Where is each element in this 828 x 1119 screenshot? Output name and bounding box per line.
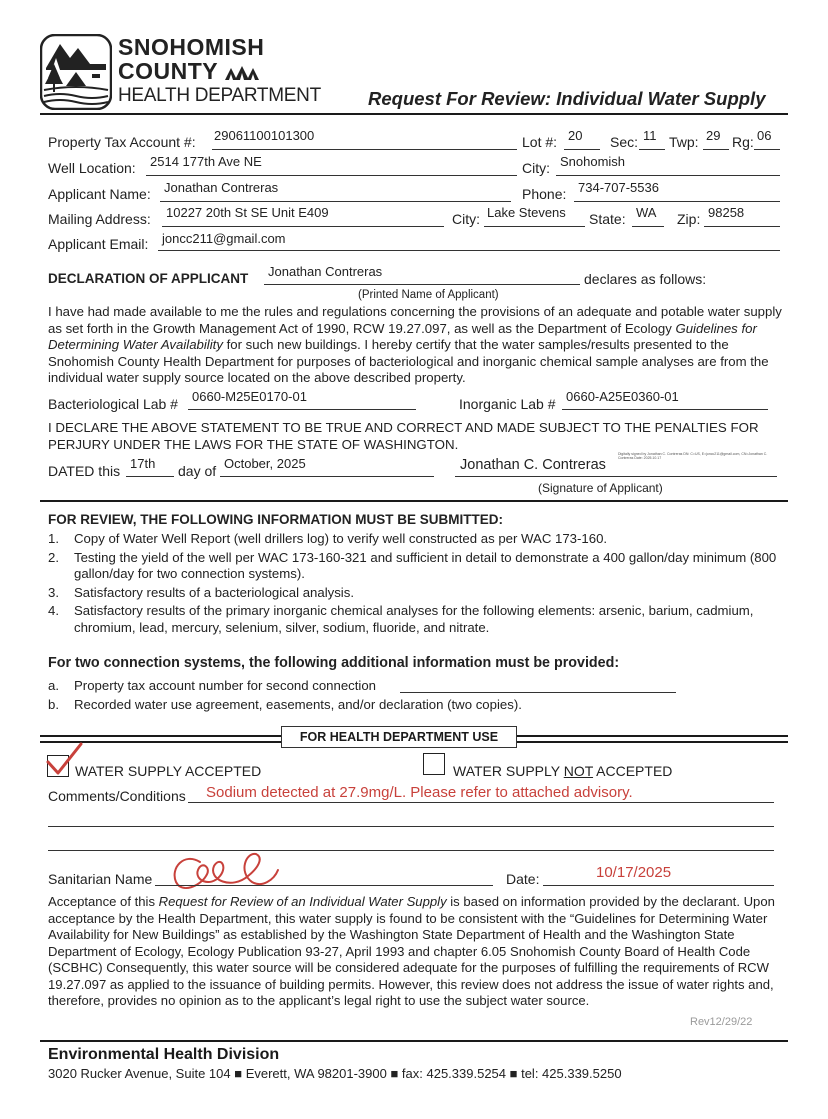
dated-day-value[interactable]: 17th	[130, 456, 156, 471]
declaration-name-line	[264, 284, 580, 285]
applicant-name-line	[160, 201, 511, 202]
dated-month-line	[220, 476, 434, 477]
two-connection-item-num: a.	[48, 678, 59, 693]
property-tax-value[interactable]: 29061100101300	[214, 128, 315, 143]
signature-caption: (Signature of Applicant)	[538, 481, 663, 495]
day-of-label: day of	[178, 463, 217, 479]
rg-line	[754, 149, 780, 150]
zip-label: Zip:	[677, 211, 701, 227]
declaration-name-value[interactable]: Jonathan Contreras	[268, 264, 383, 279]
property-tax-line	[212, 149, 517, 150]
review-item-text: Satisfactory results of a bacteriological analysis.	[74, 584, 354, 600]
org-name-line1: SNOHOMISH	[118, 34, 265, 60]
city-label: City:	[522, 160, 550, 176]
dated-day-line	[126, 476, 174, 477]
printed-name-caption: (Printed Name of Applicant)	[358, 289, 499, 301]
mail-city-value[interactable]: Lake Stevens	[487, 205, 566, 220]
sec-label: Sec:	[610, 134, 639, 150]
org-county-text: COUNTY	[118, 58, 218, 84]
county-logo-icon	[40, 34, 112, 110]
city-value[interactable]: Snohomish	[560, 154, 626, 169]
health-dept-box: FOR HEALTH DEPARTMENT USE	[281, 726, 517, 748]
mailing-address-label: Mailing Address:	[48, 211, 151, 227]
not-accepted-checkbox[interactable]	[423, 753, 445, 775]
sanitarian-signature-icon	[162, 846, 282, 896]
rg-label: Rg:	[732, 134, 754, 150]
two-connection-item-text: Property tax account number for second connection	[74, 678, 377, 693]
form-title: Request For Review: Individual Water Supply	[368, 88, 766, 109]
dated-label: DATED this	[48, 463, 121, 479]
signature-line	[455, 476, 777, 477]
date-line	[543, 885, 774, 886]
footer-address: 3020 Rucker Avenue, Suite 104 ■ Everett, WA 98201-3900 ■ fax: 425.339.5254 ■ tel: 425.339.5250	[48, 1066, 622, 1081]
review-item-num: 2.	[48, 549, 59, 565]
declaration-body	[48, 304, 788, 387]
applicant-name-label: Applicant Name:	[48, 186, 151, 202]
comments-line-2	[48, 826, 774, 827]
comments-value[interactable]: Sodium detected at 27.9mg/L. Please refer to attached advisory.	[206, 784, 633, 801]
declaration-body-part2: for such new buildings. I hereby certify that the water samples/results presented to the Snohomish County Health Department for purposes of bacteriological and inorganic chemical sample analyses are from the individual water supply source located on the above described property.	[48, 337, 769, 385]
well-location-label: Well Location:	[48, 160, 136, 176]
sanitarian-line	[155, 885, 493, 886]
phone-label: Phone:	[522, 186, 567, 202]
twp-label: Twp:	[669, 134, 699, 150]
review-item	[48, 603, 788, 636]
bact-lab-line	[188, 409, 416, 410]
state-line	[632, 226, 664, 227]
well-location-value[interactable]: 2514 177th Ave NE	[150, 154, 262, 169]
org-name-line3: HEALTH DEPARTMENT	[118, 85, 321, 106]
mail-city-label: City:	[452, 211, 480, 227]
signature-fineprint: Digitally signed by Jonathan C. Contreras DN: C=US, E=joncc211@gmail.com, CN=Jonathan C. Contreras Date: 2025.10.17	[618, 452, 768, 460]
phone-line	[574, 201, 780, 202]
declaration-label: DECLARATION OF APPLICANT	[48, 271, 249, 286]
declaration-body-part1: I have had made available to me the rules and regulations concerning the provisions of an adequate and potable water supply as set forth in the Growth Management Act of 1990, RCW 19.27.097, as well as the Department of Ecology	[48, 304, 782, 336]
org-name	[118, 36, 321, 105]
bact-lab-value[interactable]: 0660-M25E0170-01	[192, 389, 307, 404]
state-label: State:	[589, 211, 626, 227]
two-connection-heading: For two connection systems, the following additional information must be provided:	[48, 655, 620, 671]
inorg-lab-line	[562, 409, 768, 410]
email-value[interactable]: joncc211@gmail.com	[162, 231, 286, 246]
lot-value[interactable]: 20	[568, 128, 583, 143]
declaration-body-italic: Guidelines for Determining Water Availability	[48, 320, 757, 352]
sanitarian-label: Sanitarian Name	[48, 871, 153, 887]
mailing-address-value[interactable]: 10227 20th St SE Unit E409	[166, 205, 329, 220]
two-connection-item-text: Recorded water use agreement, easements, and/or declaration (two copies).	[74, 696, 522, 712]
org-name-line2	[118, 60, 321, 83]
not-accepted-pre: WATER SUPPLY	[453, 763, 564, 779]
comments-line-3	[48, 850, 774, 851]
accepted-label: WATER SUPPLY ACCEPTED	[75, 763, 262, 779]
not-accepted-not: NOT	[563, 763, 594, 779]
header-rule	[40, 113, 788, 115]
mountains-icon	[225, 64, 259, 80]
inorg-lab-label: Inorganic Lab #	[459, 396, 556, 412]
state-value[interactable]: WA	[636, 205, 657, 220]
review-item	[48, 585, 788, 602]
acceptance-text	[48, 894, 788, 1010]
dated-month-value[interactable]: October, 2025	[224, 456, 306, 471]
declaration-suffix: declares as follows:	[584, 271, 707, 287]
comments-label: Comments/Conditions	[48, 788, 186, 804]
sec-value[interactable]: 11	[643, 128, 657, 143]
footer-rule	[40, 1040, 788, 1042]
mail-city-line	[484, 226, 585, 227]
twp-line	[703, 149, 729, 150]
not-accepted-label	[453, 763, 672, 779]
signature-value[interactable]: Jonathan C. Contreras	[460, 457, 606, 473]
review-item-text: Satisfactory results of the primary inorganic chemical analyses for the following elements: arsenic, barium, cadmium, chromium, lead, mercury, selenium, silver, sodium, fluoride, and nitrate.	[74, 603, 754, 635]
review-heading: FOR REVIEW, THE FOLLOWING INFORMATION MUST BE SUBMITTED:	[48, 512, 503, 527]
two-connection-list	[48, 678, 788, 715]
acceptance-part1: Acceptance of this	[48, 894, 159, 909]
review-item-text: Testing the yield of the well per WAC 173-160-321 and sufficient in detail to demonstrate a 400 gallon/day minimum (800 gallon/day for two connection systems).	[74, 549, 777, 581]
second-connection-line	[400, 692, 676, 693]
comments-line-1	[188, 802, 774, 803]
zip-line	[704, 226, 780, 227]
lot-line	[564, 149, 600, 150]
mailing-address-line	[162, 226, 444, 227]
email-line	[158, 250, 780, 251]
two-connection-item	[48, 697, 788, 714]
inorg-lab-value[interactable]: 0660-A25E0360-01	[566, 389, 679, 404]
sec-line	[639, 149, 665, 150]
review-item-num: 3.	[48, 584, 59, 600]
rg-value[interactable]: 06	[757, 128, 772, 143]
perjury-statement: I DECLARE THE ABOVE STATEMENT TO BE TRUE AND CORRECT AND MADE SUBJECT TO THE PENALTIES FOR PERJURY UNDER THE LAWS FOR THE STATE OF WASHINGTON.	[48, 420, 759, 452]
zip-value[interactable]: 98258	[708, 205, 745, 220]
acceptance-part2: is based on information provided by the declarant. Upon acceptance by the Health Department, this water supply is found to be consistent with the “Guidelines for Determining Water Availability for New Buildings” as established by the Washington State Department of Health and the Washington State Department of Ecology, Ecology Publication 93-27, April 1993 and chapter 6.05 Snohomish County Board of Health Code (SCBHC) Consequently, this water source will be considered adequate for the purposes of fulfilling the requirements of RCW 19.27.097 as applied to the issuance of building permits. However, this review does not address the issue of water rights and, therefore, provides no opinion as to the applicant’s legal right to use the subject water source.	[48, 894, 775, 1008]
not-accepted-post: ACCEPTED	[593, 763, 673, 779]
date-value[interactable]: 10/17/2025	[596, 864, 672, 881]
applicant-name-value[interactable]: Jonathan Contreras	[164, 180, 279, 195]
property-tax-label: Property Tax Account #:	[48, 134, 196, 150]
twp-value[interactable]: 29	[706, 128, 721, 143]
footer-division: Environmental Health Division	[48, 1046, 280, 1063]
review-item	[48, 531, 788, 548]
review-list	[48, 531, 788, 638]
city-line	[556, 175, 780, 176]
acceptance-italic: Request for Review of an Individual Water Supply	[158, 894, 447, 909]
date-label: Date:	[506, 871, 540, 887]
declaration-rule	[40, 500, 788, 502]
well-location-line	[146, 175, 517, 176]
two-connection-item-num: b.	[48, 696, 59, 712]
review-item-num: 4.	[48, 603, 59, 618]
review-item-num: 1.	[48, 531, 59, 546]
revision-label: Rev12/29/22	[690, 1016, 753, 1028]
bact-lab-label: Bacteriological Lab #	[48, 396, 178, 412]
email-label: Applicant Email:	[48, 236, 149, 252]
phone-value[interactable]: 734-707-5536	[578, 180, 659, 195]
review-item	[48, 550, 788, 583]
lot-label: Lot #:	[522, 134, 558, 150]
review-item-text: Copy of Water Well Report (well drillers log) to verify well constructed as per WAC 173-160.	[74, 531, 608, 546]
